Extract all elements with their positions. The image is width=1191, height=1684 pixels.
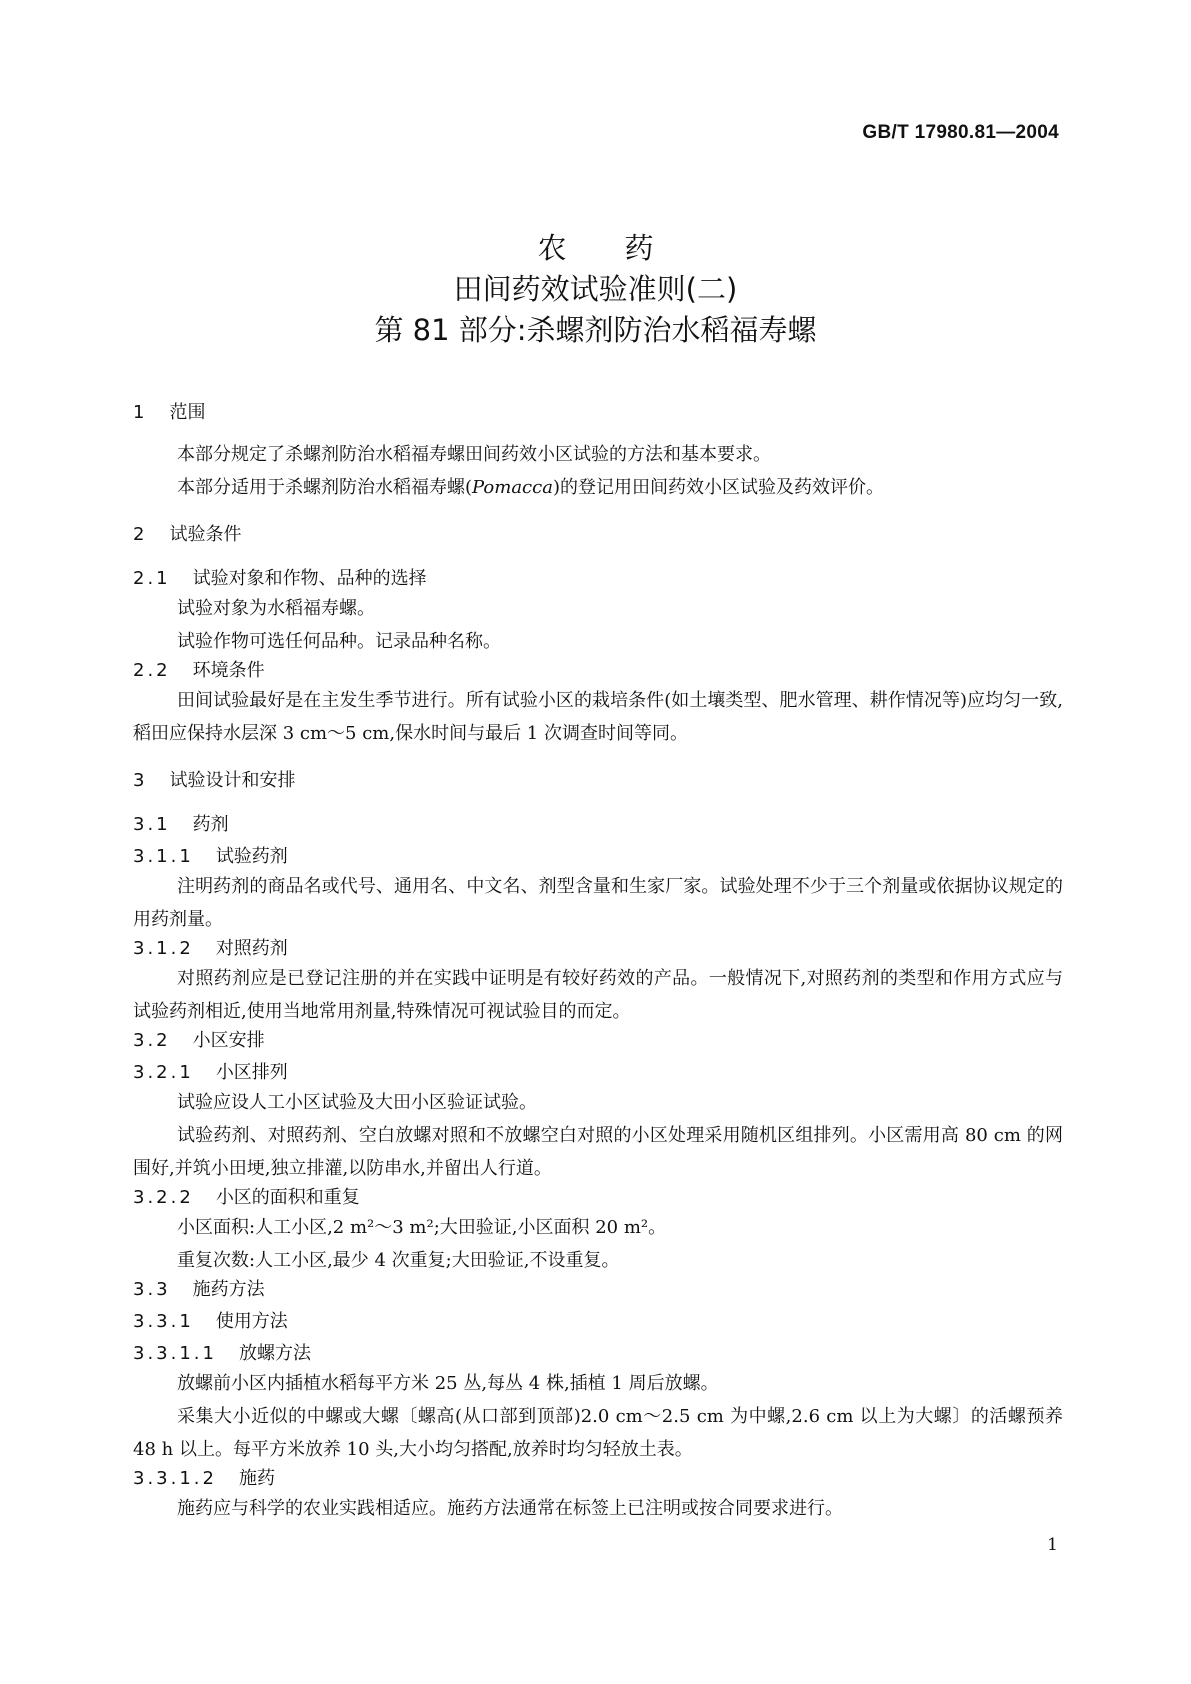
section-number: 3.3: [133, 1279, 171, 1300]
subsection-heading: [133, 658, 1063, 684]
section-number: 3.3.1.2: [133, 1468, 217, 1489]
subsection-heading: [133, 1466, 1063, 1492]
paragraph: 放螺前小区内插植水稻每平方米 25 丛,每丛 4 株,插植 1 周后放螺。: [177, 1373, 719, 1394]
section-number: 2.2: [133, 660, 171, 681]
subsection-heading: [133, 812, 1063, 838]
section-number: 3.3.1: [133, 1311, 194, 1332]
subsection-heading: [133, 1028, 1063, 1054]
paragraph: [133, 471, 1063, 504]
section-title: 试验对象和作物、品种的选择: [192, 568, 427, 589]
section-number: 1: [133, 402, 148, 423]
section-title: 小区的面积和重复: [215, 1187, 360, 1208]
section-title: 环境条件: [192, 660, 265, 681]
section-number: 2.1: [133, 568, 171, 589]
section-title: 药剂: [192, 814, 229, 835]
section-number: 3.2.2: [133, 1187, 194, 1208]
section-number: 3.1.2: [133, 938, 194, 959]
paragraph: 施药应与科学的农业实践相适应。施药方法通常在标签上已注明或按合同要求进行。: [177, 1498, 843, 1519]
title-line-1: 农药: [537, 231, 712, 265]
subsection-heading: [133, 936, 1063, 962]
section-number: 3.3.1.1: [133, 1343, 217, 1364]
paragraph: 试验作物可选任何品种。记录品种名称。: [177, 631, 501, 652]
subsection-heading: [133, 1060, 1063, 1086]
subsection-heading: [133, 1185, 1063, 1211]
paragraph: 试验药剂、对照药剂、空白放螺对照和不放螺空白对照的小区处理采用随机区组排列。小区需用高 80 cm 的网围好,并筑小田埂,独立排灌,以防串水,并留出人行道。: [133, 1125, 1063, 1179]
latin-species-name: Pomacca: [472, 477, 553, 498]
section-title: 施药方法: [192, 1279, 265, 1300]
paragraph-text: )的登记用田间药效小区试验及药效评价。: [552, 477, 884, 498]
section-title: 使用方法: [215, 1311, 288, 1332]
paragraph: 采集大小近似的中螺或大螺〔螺高(从口部到顶部)2.0 cm～2.5 cm 为中螺,2.6 cm 以上为大螺〕的活螺预养 48 h 以上。每平方米放养 10 头,大小均匀搭配,放养时均匀轻放土表。: [133, 1406, 1063, 1460]
section-title: 施药: [238, 1468, 275, 1489]
section-number: 3.2.1: [133, 1062, 194, 1083]
paragraph: 重复次数:人工小区,最少 4 次重复;大田验证,不设重复。: [177, 1250, 620, 1271]
paragraph: 试验应设人工小区试验及大田小区验证试验。: [177, 1092, 537, 1113]
subsection-heading: [133, 844, 1063, 870]
section-title: 试验药剂: [215, 846, 288, 867]
section-title: 对照药剂: [215, 938, 288, 959]
subsection-heading: [133, 1277, 1063, 1303]
section-number: 3.2: [133, 1030, 171, 1051]
section-number: 3: [133, 770, 148, 791]
subsection-heading: [133, 1309, 1063, 1335]
section-title: 范围: [169, 402, 206, 423]
section-title: 放螺方法: [238, 1343, 311, 1364]
document-title: [0, 228, 1191, 351]
section-heading: [133, 400, 1063, 426]
section-title: 试验条件: [169, 524, 242, 545]
paragraph: 对照药剂应是已登记注册的并在实践中证明是有较好药效的产品。一般情况下,对照药剂的类型和作用方式应与试验药剂相近,使用当地常用剂量,特殊情况可视试验目的而定。: [133, 968, 1063, 1022]
document-body: [133, 400, 1063, 1525]
title-line-3: 第 81 部分:杀螺剂防治水稻福寿螺: [374, 313, 817, 347]
paragraph: 小区面积:人工小区,2 m²～3 m²;大田验证,小区面积 20 m²。: [177, 1217, 667, 1238]
section-number: 3.1.1: [133, 846, 194, 867]
section-title: 试验设计和安排: [169, 770, 296, 791]
section-heading: [133, 768, 1063, 794]
paragraph-text: 本部分适用于杀螺剂防治水稻福寿螺(: [177, 477, 473, 498]
subsection-heading: [133, 1341, 1063, 1367]
paragraph: 试验对象为水稻福寿螺。: [177, 598, 375, 619]
section-title: 小区安排: [192, 1030, 265, 1051]
section-title: 小区排列: [215, 1062, 288, 1083]
page-number: 1: [1047, 1535, 1058, 1555]
document-code: GB/T 17980.81—2004: [862, 122, 1059, 143]
paragraph: 田间试验最好是在主发生季节进行。所有试验小区的栽培条件(如土壤类型、肥水管理、耕作情况等)应均匀一致,稻田应保持水层深 3 cm～5 cm,保水时间与最后 1 次调查时间等同。: [133, 690, 1063, 744]
section-heading: [133, 522, 1063, 548]
section-number: 2: [133, 524, 148, 545]
paragraph: 注明药剂的商品名或代号、通用名、中文名、剂型含量和生家厂家。试验处理不少于三个剂量或依据协议规定的用药剂量。: [133, 876, 1063, 930]
subsection-heading: [133, 566, 1063, 592]
title-line-2: 田间药效试验准则(二): [453, 272, 738, 306]
paragraph: 本部分规定了杀螺剂防治水稻福寿螺田间药效小区试验的方法和基本要求。: [177, 444, 771, 465]
section-number: 3.1: [133, 814, 171, 835]
